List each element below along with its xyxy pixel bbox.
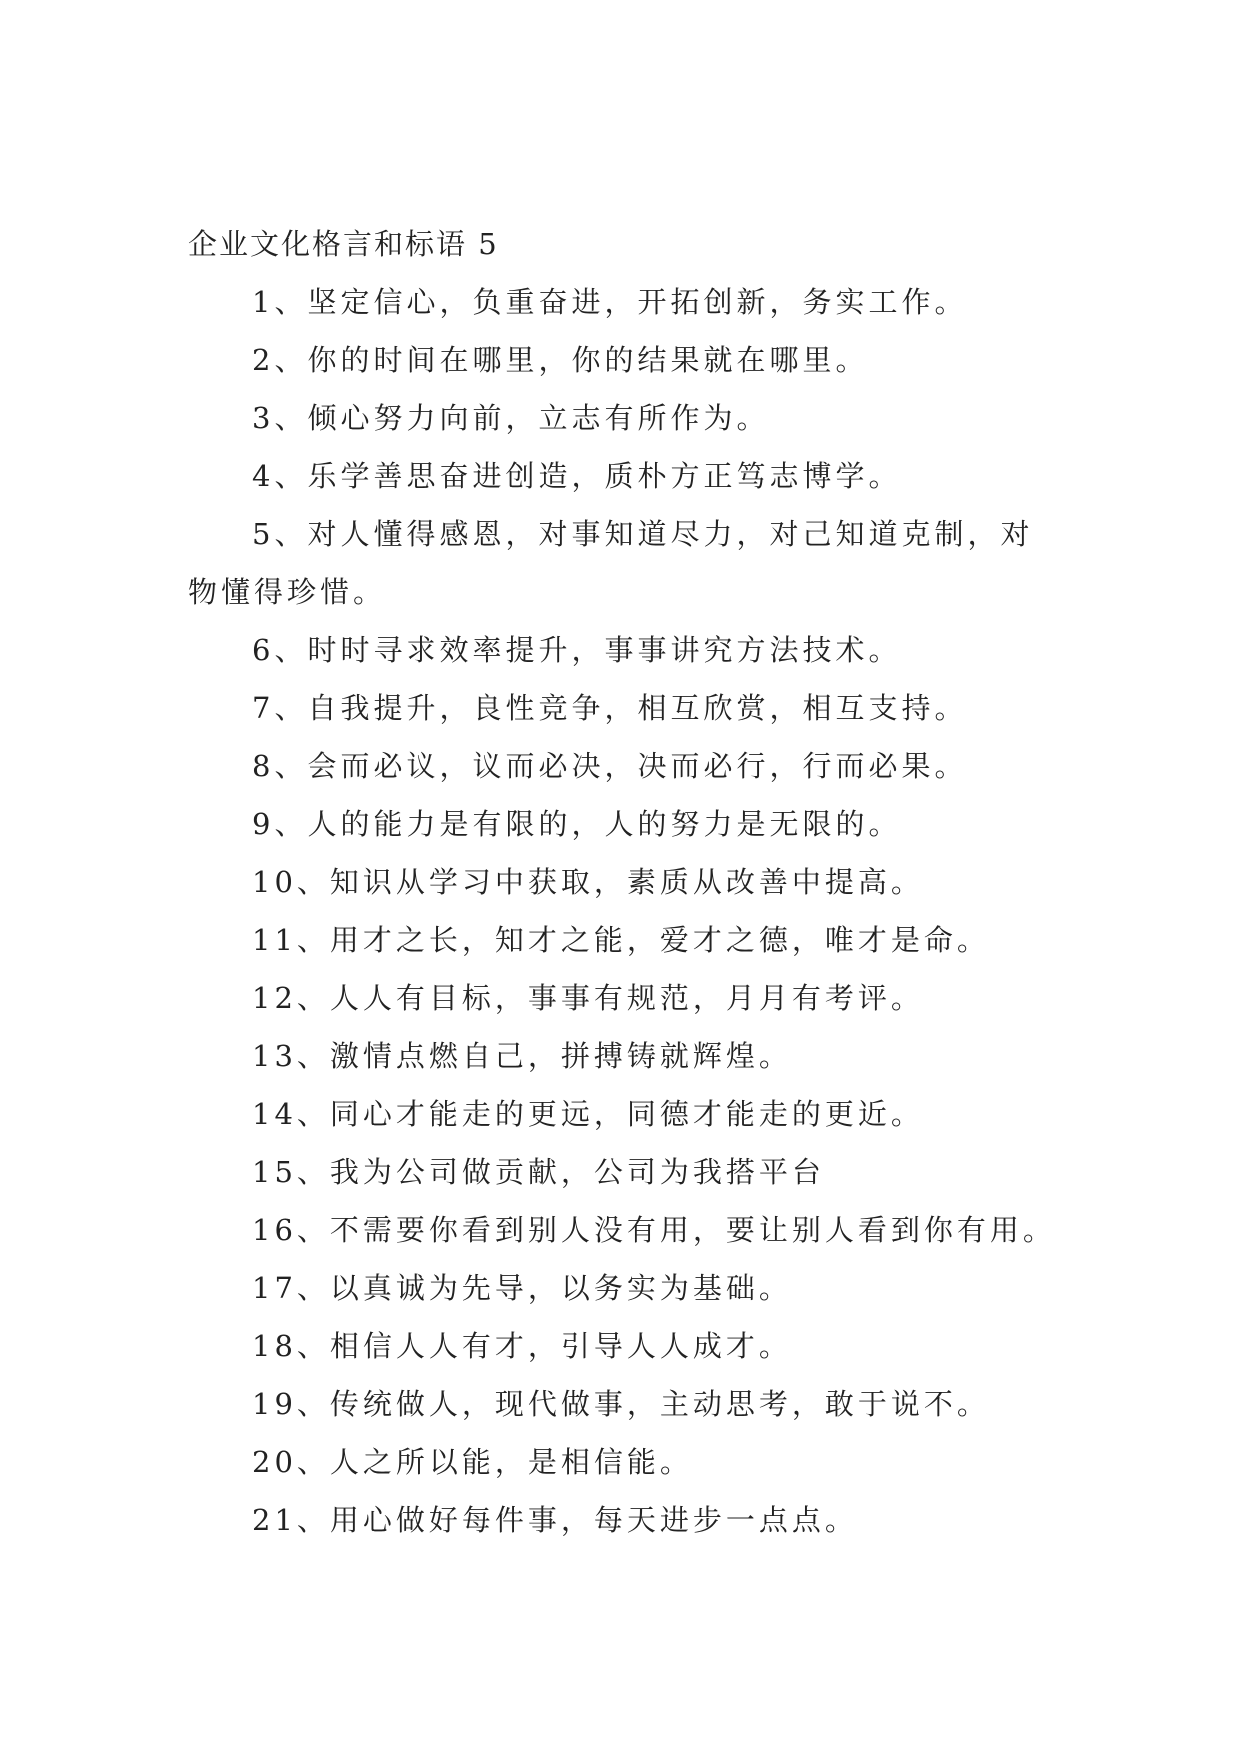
list-item: 9、人的能力是有限的，人的努力是无限的。 bbox=[252, 807, 902, 841]
list-item: 14、同心才能走的更远，同德才能走的更近。 bbox=[252, 1097, 924, 1131]
list-item: 7、自我提升，良性竞争，相互欣赏，相互支持。 bbox=[252, 691, 968, 725]
list-item: 6、时时寻求效率提升，事事讲究方法技术。 bbox=[252, 633, 902, 667]
list-item: 21、用心做好每件事，每天进步一点点。 bbox=[252, 1503, 858, 1537]
list-item: 17、以真诚为先导，以务实为基础。 bbox=[252, 1271, 792, 1305]
list-item: 8、会而必议，议而必决，决而必行，行而必果。 bbox=[252, 749, 968, 783]
list-item: 19、传统做人，现代做事，主动思考，敢于说不。 bbox=[252, 1387, 990, 1421]
list-item: 12、人人有目标，事事有规范，月月有考评。 bbox=[252, 981, 924, 1015]
list-item: 1、坚定信心，负重奋进，开拓创新，务实工作。 bbox=[252, 285, 968, 319]
list-item: 10、知识从学习中获取，素质从改善中提高。 bbox=[252, 865, 924, 899]
list-item: 13、激情点燃自己，拼搏铸就辉煌。 bbox=[252, 1039, 792, 1073]
document-body bbox=[188, 215, 1058, 1549]
list-item: 18、相信人人有才，引导人人成才。 bbox=[252, 1329, 792, 1363]
document-title: 企业文化格言和标语 5 bbox=[188, 227, 499, 261]
list-item: 4、乐学善思奋进创造，质朴方正笃志博学。 bbox=[252, 459, 902, 493]
list-item: 3、倾心努力向前，立志有所作为。 bbox=[252, 401, 770, 435]
list-item: 15、我为公司做贡献，公司为我搭平台 bbox=[252, 1155, 825, 1189]
list-item: 2、你的时间在哪里，你的结果就在哪里。 bbox=[252, 343, 869, 377]
list-item: 11、用才之长，知才之能，爱才之德，唯才是命。 bbox=[252, 923, 990, 957]
list-item: 5、对人懂得感恩，对事知道尽力，对己知道克制，对物懂得珍惜。 bbox=[188, 517, 1034, 609]
list-item: 20、人之所以能，是相信能。 bbox=[252, 1445, 693, 1479]
list-item: 16、不需要你看到别人没有用，要让别人看到你有用。 bbox=[252, 1213, 1056, 1247]
